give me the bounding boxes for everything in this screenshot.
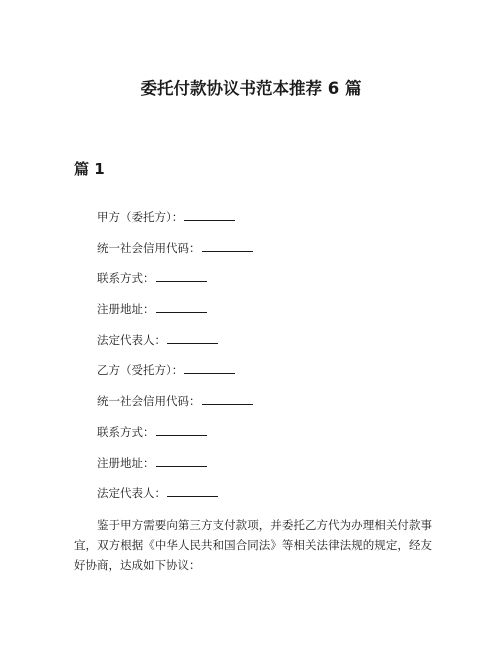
field-label: 注册地址： <box>97 455 155 470</box>
fill-in-blank <box>156 424 207 436</box>
field-label: 注册地址： <box>97 302 155 317</box>
party-field-list <box>97 208 253 515</box>
fill-in-blank <box>156 455 207 467</box>
field-party-b-legal-rep <box>97 484 253 515</box>
field-party-b-address <box>97 454 253 485</box>
field-party-a-credit-code <box>97 239 253 270</box>
section-heading: 篇 1 <box>74 160 105 178</box>
fill-in-blank <box>167 485 218 497</box>
fill-in-blank <box>184 209 235 221</box>
fill-in-blank <box>202 393 253 405</box>
field-label: 联系方式： <box>97 424 155 439</box>
field-party-a <box>97 208 253 239</box>
field-party-b-contact <box>97 423 253 454</box>
field-label: 统一社会信用代码： <box>97 240 201 255</box>
field-party-a-address <box>97 300 253 331</box>
field-party-b <box>97 361 253 392</box>
field-label: 甲方（委托方）： <box>97 210 184 224</box>
field-label: 统一社会信用代码： <box>97 394 201 409</box>
fill-in-blank <box>167 332 218 344</box>
fill-in-blank <box>156 270 207 282</box>
field-label: 法定代表人： <box>97 486 166 501</box>
fill-in-blank <box>202 240 253 252</box>
intro-paragraph: 鉴于甲方需要向第三方支付款项，并委托乙方代为办理相关付款事宜，双方根据《中华人民共和国合同法》等相关法律法规的规定，经友好协商，达成如下协议： <box>74 518 432 572</box>
field-party-a-contact <box>97 269 253 300</box>
document-title: 委托付款协议书范本推荐 6 篇 <box>140 79 362 98</box>
field-party-b-credit-code <box>97 392 253 423</box>
field-label: 乙方（受托方）： <box>97 363 184 378</box>
field-label: 联系方式： <box>97 271 155 286</box>
fill-in-blank <box>156 301 207 313</box>
field-party-a-legal-rep <box>97 331 253 362</box>
fill-in-blank <box>184 362 235 374</box>
field-label: 法定代表人： <box>97 332 166 347</box>
